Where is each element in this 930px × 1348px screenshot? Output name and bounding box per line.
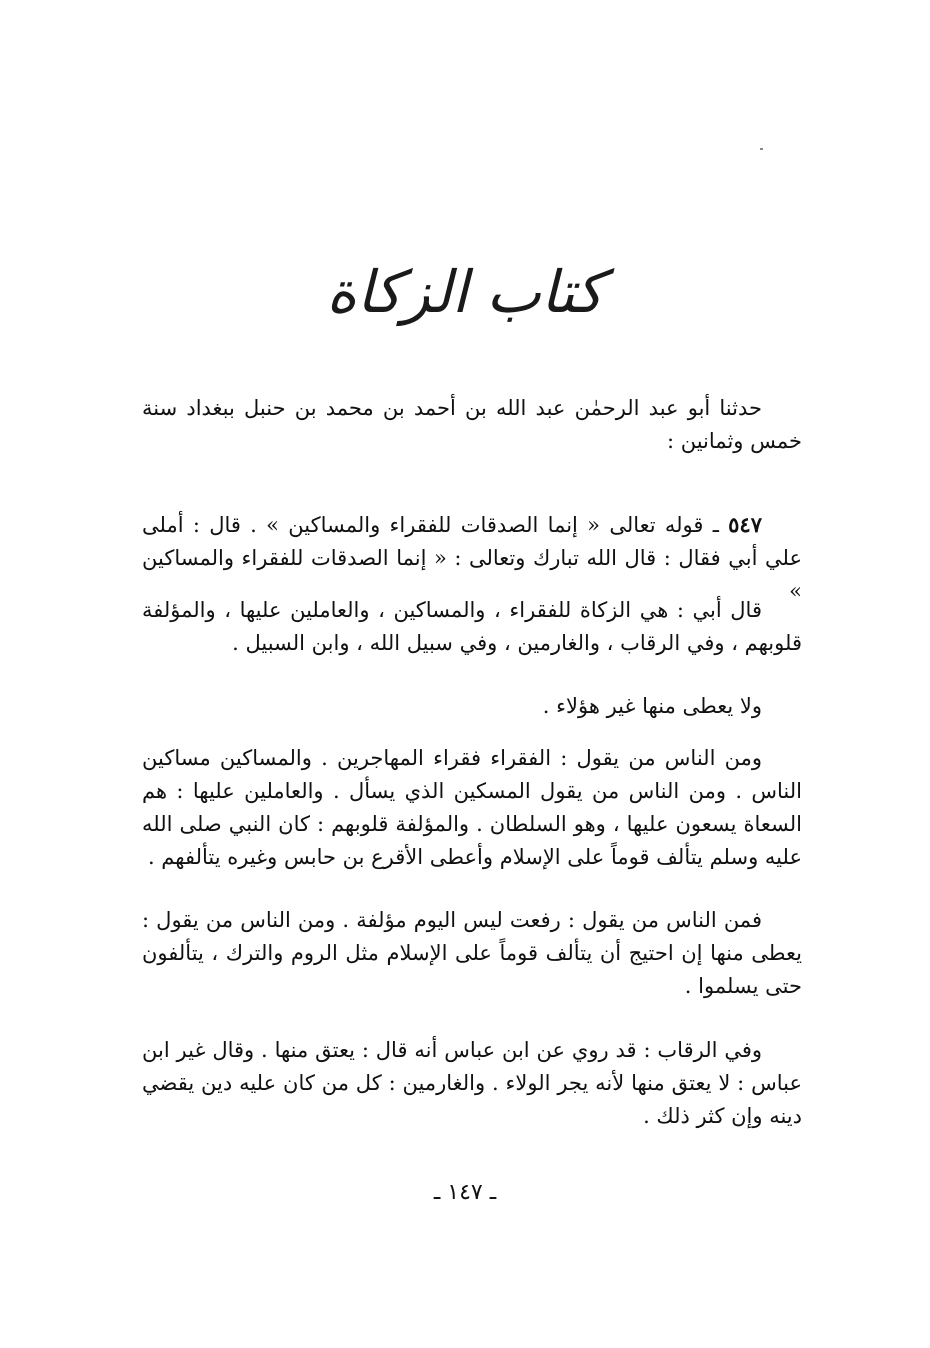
qala-abi-text: قال أبي : هي الزكاة للفقراء ، والمساكين ، والعاملين عليها ، والمؤلفة قلوبهم ، وفي الرقاب ، والغارمين ، وفي سبيل الله ، وابن السبيل . [142,598,802,655]
hadith-547-text: ـ قوله تعالى « إنما الصدقات للفقراء والمساكين » . قال : أملى علي أبي فقال : قال الله تبارك وتعالى : « إنما الصدقات للفقراء والمساكين » [142,513,802,603]
paragraph-wamin-alnas [142,742,802,874]
hadith-547 [142,508,802,608]
chapter-title: كتاب الزكاة [326,258,604,326]
wafi-alriqab-text: وفي الرقاب : قد روي عن ابن عباس أنه قال : يعتق منها . وقال غير ابن عباس : لا يعتق منها لأنه يجر الولاء . والغارمين : كل من كان عليه دين يقضي دينه وإن كثر ذلك . [142,1038,802,1128]
paragraph-faman-alnas [142,904,802,1003]
paragraph-wala-yuta [142,690,802,723]
wala-yuta-text: ولا يعطى منها غير هؤلاء . [542,694,762,718]
intro-text: حدثنا أبو عبد الرحمٰن عبد الله بن أحمد بن محمد بن حنبل ببغداد سنة خمس وثمانين : [142,396,802,453]
paragraph-wafi-alriqab [142,1034,802,1133]
faman-alnas-text: فمن الناس من يقول : رفعت ليس اليوم مؤلفة . ومن الناس من يقول : يعطى منها إن احتيج أن يتألف قوماً على الإسلام مثل الروم والترك ، يتألفون حتى يسلموا . [142,908,802,998]
intro-paragraph [142,392,802,458]
paragraph-qala-abi [142,594,802,660]
wamin-alnas-text: ومن الناس من يقول : الفقراء فقراء المهاجرين . والمساكين مساكين الناس . ومن الناس من يقول المسكين الذي يسأل . والعاملين عليها : هم السعاة يسعون عليها ، وهو السلطان . والمؤلفة قلوبهم : كان النبي صلى الله عليه وسلم يتألف قوماً على الإسلام وأعطى الأقرع بن حابس وغيره يتألفهم . [142,746,802,869]
hadith-number: ٥٤٧ [728,512,762,537]
scan-speck [760,148,763,150]
page-number: ـ ١٤٧ ـ [433,1180,497,1205]
hadith-547-paragraph [142,508,802,608]
